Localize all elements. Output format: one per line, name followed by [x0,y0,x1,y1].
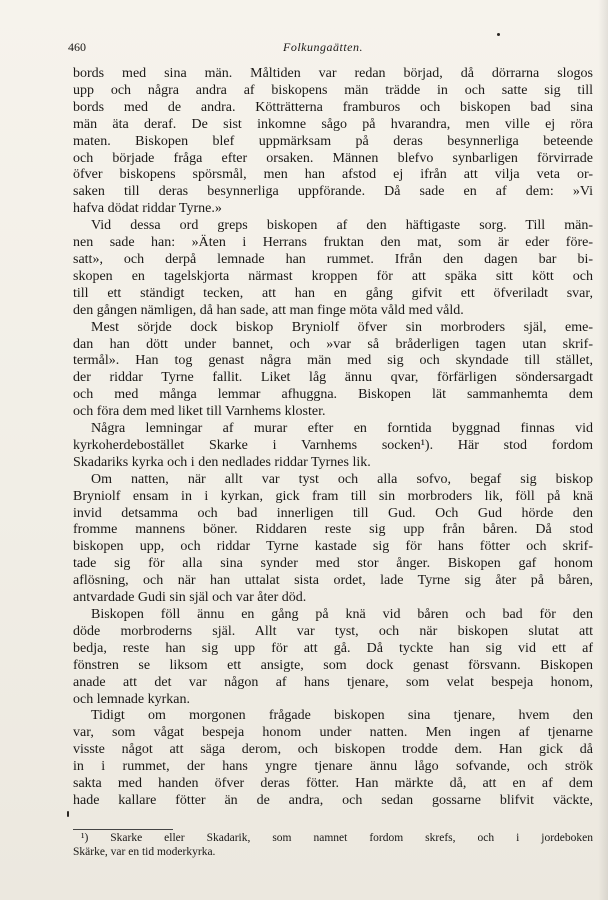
text-line: hade kallare fötter än de andra, och sedan gossarne blifvit väckte, [73,792,593,808]
text-line: öfver biskopens spörsmål, men han afstod ej ifrån att vilja veta or- [73,167,593,183]
text-line: hafva dödat riddar Tyrne.» [73,201,222,217]
footnote-line: Skärke, var en tid moderkyrka. [73,845,216,858]
text-line: och med många lemmar afhuggna. Biskopen lät sammanhemta dem [73,387,593,403]
text-line: maten. Biskopen blef uppmärksam på deras besynnerliga beteende [73,133,593,149]
text-line: kyrkoherdebostället Skarke i Varnhems socken¹). Här stod fordom [73,437,593,453]
text-line: döde morbroderns själ. Allt var tyst, och när biskopen slutat att [73,623,593,639]
text-line: bedja, reste han sig upp för att gå. Då tyckte han sig vid ett af [73,640,593,656]
text-line: den gången nämligen, då han sade, att man finge möta våld med våld. [73,302,464,318]
text-line: tade sig för alla sina synder med stor ånger. Biskopen gaf honom [73,556,593,572]
text-line: Tidigt om morgonen frågade biskopen sina tjenare, hvem den [91,708,593,724]
text-line: bords med sina män. Måltiden var redan börjad, då dörrarna slogos [73,66,593,81]
text-line: män äta deraf. De sist inkomne sågo på hvarandra, men ville ej röra [73,116,593,132]
text-line: satt», och derpå lemnade han rummet. Ifrån den dagen bar bi- [73,251,593,267]
text-line: Om natten, när allt var tyst och alla sofvo, begaf sig biskop [91,471,593,487]
ink-speck [67,811,69,817]
text-line: till ett ständigt tecken, att han en gång gifvit ett öfveriladt svar, [73,285,593,301]
page-edge-shadow [598,0,608,900]
text-line: anade att det var någon af hans tjenare, som velat bespeja honom, [73,674,593,690]
text-line: Bryniolf ensam in i kyrkan, gick fram till sin morbroders lik, föll på knä [73,488,593,504]
text-line: saken till deras besynnerliga uppförande. Då sade en af dem: »Vi [73,184,593,200]
text-line: visste något att säga derom, och biskopen trodde dem. Han gick då [73,742,593,758]
text-line: invid detsamma och bad innerligen till Gud. Och Gud hörde den [73,505,593,521]
text-line: fönstren se liksom ett ansigte, som dock genast försvann. Biskopen [73,657,593,673]
running-header [68,40,578,58]
text-line: Skadariks kyrka och i den nedlades riddar Tyrnes lik. [73,454,371,470]
ink-speck [497,33,500,36]
footnote-divider [73,829,173,830]
text-line: och började fråga efter orsaken. Männen blefvo synbarligen förvirrade [73,150,593,166]
text-line: upp och några andra af biskopens män trädde in och satte sig till [73,82,593,98]
text-line: termål». Han tog genast några män med sig och skyndade till stället, [73,353,593,369]
main-text [73,66,593,810]
text-line: bords med de andra. Kötträtterna framburos och biskopen bad sina [73,99,593,115]
text-line: dan han dött under bannet, och »var så bråderligen tagen utan skrif- [73,336,593,352]
text-line: aflösning, och när han uttalat sista ordet, lade Tyrne sig åter på båren, [73,573,593,589]
text-line: Vid dessa ord greps biskopen af den häftigaste sorg. Till män- [91,218,593,234]
text-line: Biskopen föll ännu en gång på knä vid båren och bad för den [91,607,593,622]
text-line: och lemnade kyrkan. [73,691,191,707]
running-title: Folkungaätten. [283,40,363,54]
text-line: biskopen upp, och riddar Tyrne kastade sig för hans fötter och skrif- [73,539,593,555]
page-number: 460 [68,40,86,54]
text-line: der riddar Tyrne fallit. Liket låg ännu qvar, förfärligen söndersargadt [73,370,593,386]
text-line: antvardade Gudi sin själ och var åter död. [73,590,307,606]
text-line: skopen en tagelskjorta närmast kroppen för att späka sitt kött och [73,268,593,284]
text-line: nen sade han: »Äten i Herrans fruktan den mat, som är eder före- [73,235,593,251]
text-line: sakta med handen öfver deras fötter. Han märkte då, att en af dem [73,776,593,792]
text-line: Några lemningar af murar efter en forntida byggnad finnas vid [91,421,593,437]
text-line: och föra dem med liket till Varnhems kloster. [73,404,326,420]
text-line: var, som vågat bespeja honom under natten. Men ingen af tjenarne [73,725,593,741]
text-line: in i rummet, der hans yngre tjenare ännu lågo sofvande, och strök [73,759,593,775]
footnotes [73,832,593,859]
text-line: Mest sörjde dock biskop Bryniolf öfver sin morbroders själ, eme- [91,319,593,335]
footnote-line: ¹) Skarke eller Skadarik, som namnet fordom skrefs, och i jordeboken [81,832,593,844]
text-line: fromme mannens böner. Riddaren reste sig upp från båren. Då stod [73,522,593,538]
